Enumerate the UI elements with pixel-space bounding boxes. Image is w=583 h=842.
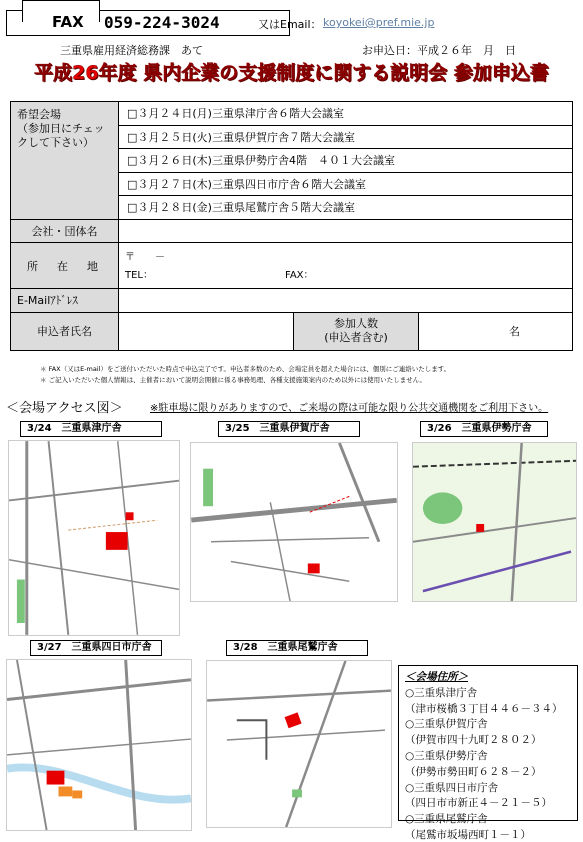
venue-address-line: （尾鷲市坂場西町１－１） [405, 828, 531, 841]
company-field[interactable] [119, 219, 573, 243]
note-item: ＊ FAX（又はE-mail）をご送付いただいた時点で申込完了です。申込者多数のため、会場定員を超えた場合には、個別にご連絡いたします。 [40, 365, 451, 373]
tel-label: TEL： [125, 269, 153, 281]
map-park [203, 469, 213, 507]
map-road [231, 562, 349, 582]
map-route [68, 520, 157, 530]
map-yokkaichi-drawing [7, 660, 191, 830]
venue-address-line: （津市桜橋３丁目４４６－３４） [405, 702, 563, 715]
map-road [49, 441, 69, 635]
map-road [207, 691, 391, 701]
map-owase-drawing [207, 661, 391, 827]
map-road [7, 739, 191, 755]
map-road [270, 502, 290, 601]
map-road [227, 730, 385, 740]
attendees-unit: 名 [509, 325, 520, 338]
map-ise-drawing [413, 443, 576, 601]
map-owase [206, 660, 392, 828]
venue-address-line: （伊勢市勢田町６２８－２） [405, 765, 542, 778]
address-label: 所 在 地 [11, 243, 119, 289]
company-label: 会社・団体名 [11, 219, 119, 243]
map-road [211, 538, 369, 542]
fax-label: FAX [52, 13, 84, 31]
map-yokkaichi [6, 659, 192, 831]
map-label-ise: 3/26 三重県伊勢庁舎 [420, 421, 548, 437]
map-road [339, 443, 379, 542]
attendees-field[interactable] [419, 312, 573, 350]
venue-building-tsu [106, 532, 128, 550]
venue-address-line: ○三重県四日市庁舎 [405, 781, 499, 794]
email-address-label: E-Mailｱﾄﾞﾚｽ [11, 289, 119, 313]
venue-building-ise [476, 524, 484, 532]
venue-label: 希望会場 （参加日にチェックして下さい） [11, 102, 119, 220]
map-iga-drawing [191, 443, 397, 601]
map-railway [17, 660, 47, 830]
venue-option-0326[interactable]: □３月２６日(木)三重県伊勢庁舎4階 ４０１大会議室 [119, 149, 573, 173]
venue-address-line: （四日市市新正４－２１－５） [405, 797, 552, 810]
email-address-field[interactable] [119, 289, 573, 313]
map-label-tsu: 3/24 三重県津庁舎 [20, 421, 162, 437]
map-label-owase: 3/28 三重県尾鷲庁舎 [226, 640, 368, 656]
fax-number: 059-224-3024 [104, 13, 220, 32]
notes [40, 364, 570, 386]
venue-building-iga [308, 563, 320, 573]
map-forest [423, 492, 463, 524]
map-road [7, 680, 191, 700]
attendees-label: 参加人数 (申込者含む) [294, 312, 419, 350]
applicant-name-field[interactable] [119, 312, 294, 350]
map-tsu-drawing [9, 441, 179, 635]
postal-mark: 〒 － [125, 251, 165, 263]
venue-address-line: ○三重県伊勢庁舎 [405, 749, 488, 762]
venue-address-line: （伊賀市四十九町２８０２） [405, 734, 542, 747]
fax-field-label: FAX： [285, 269, 314, 281]
application-form [10, 101, 573, 351]
map-ise [412, 442, 577, 602]
addressee: 三重県雇用経済総務課 あて [60, 44, 203, 57]
venue-option-0328[interactable]: □３月２８日(金)三重県尾鷲庁舎５階大会議室 [119, 196, 573, 220]
map-label-iga: 3/25 三重県伊賀庁舎 [218, 421, 360, 437]
map-road [9, 560, 179, 590]
map-label-yokkaichi: 3/27 三重県四日市庁舎 [30, 640, 162, 656]
venue-address-line: ○三重県伊賀庁舎 [405, 718, 488, 731]
venue-address-header: ＜会場住所＞ [405, 671, 468, 683]
venue-address-line: ○三重県津庁舎 [405, 686, 478, 699]
map-park [17, 580, 25, 623]
map-landmark [72, 790, 82, 798]
venue-building-yokkaichi [47, 771, 65, 785]
map-park [292, 789, 302, 797]
map-road [9, 481, 179, 501]
map-road [286, 661, 345, 827]
map-tsu [8, 440, 180, 636]
page-title: 平成26年度 県内企業の支援制度に関する説明会 参加申込書 [34, 62, 549, 84]
email-link[interactable]: koyokei@pref.mie.jp [323, 16, 435, 29]
map-landmark [58, 787, 72, 797]
venue-option-0324[interactable]: □３月２４日(月)三重県津庁舎６階大会議室 [119, 102, 573, 126]
map-marker [126, 512, 134, 520]
map-river [7, 767, 191, 799]
email-label: 又はEmail： [258, 18, 322, 31]
access-note: ※駐車場に限りがありますので、ご来場の際は可能な限り公共交通機関をご利用下さい。 [150, 403, 549, 414]
applicant-label: 申込者氏名 [11, 312, 119, 350]
access-title: ＜会場アクセス図＞ [6, 401, 123, 416]
venue-address-line: ○三重県尾鷲庁舎 [405, 813, 488, 826]
note-item: ＊ ご記入いただいた個人情報は、主催者において説明会開催に係る事務処理、各種支援施策案内のため以外には使用いたしません。 [40, 376, 426, 384]
map-iga [190, 442, 398, 602]
venue-building-owase [285, 712, 302, 728]
map-railway [237, 720, 267, 760]
address-field[interactable] [119, 243, 573, 289]
venue-option-0325[interactable]: □３月２５日(火)三重県伊賀庁舎７階大会議室 [119, 125, 573, 149]
venue-address-box [398, 665, 578, 841]
venue-option-0327[interactable]: □３月２７日(木)三重県四日市庁舎６階大会議室 [119, 172, 573, 196]
apply-date: お申込日：平成２６年 月 日 [362, 44, 516, 57]
